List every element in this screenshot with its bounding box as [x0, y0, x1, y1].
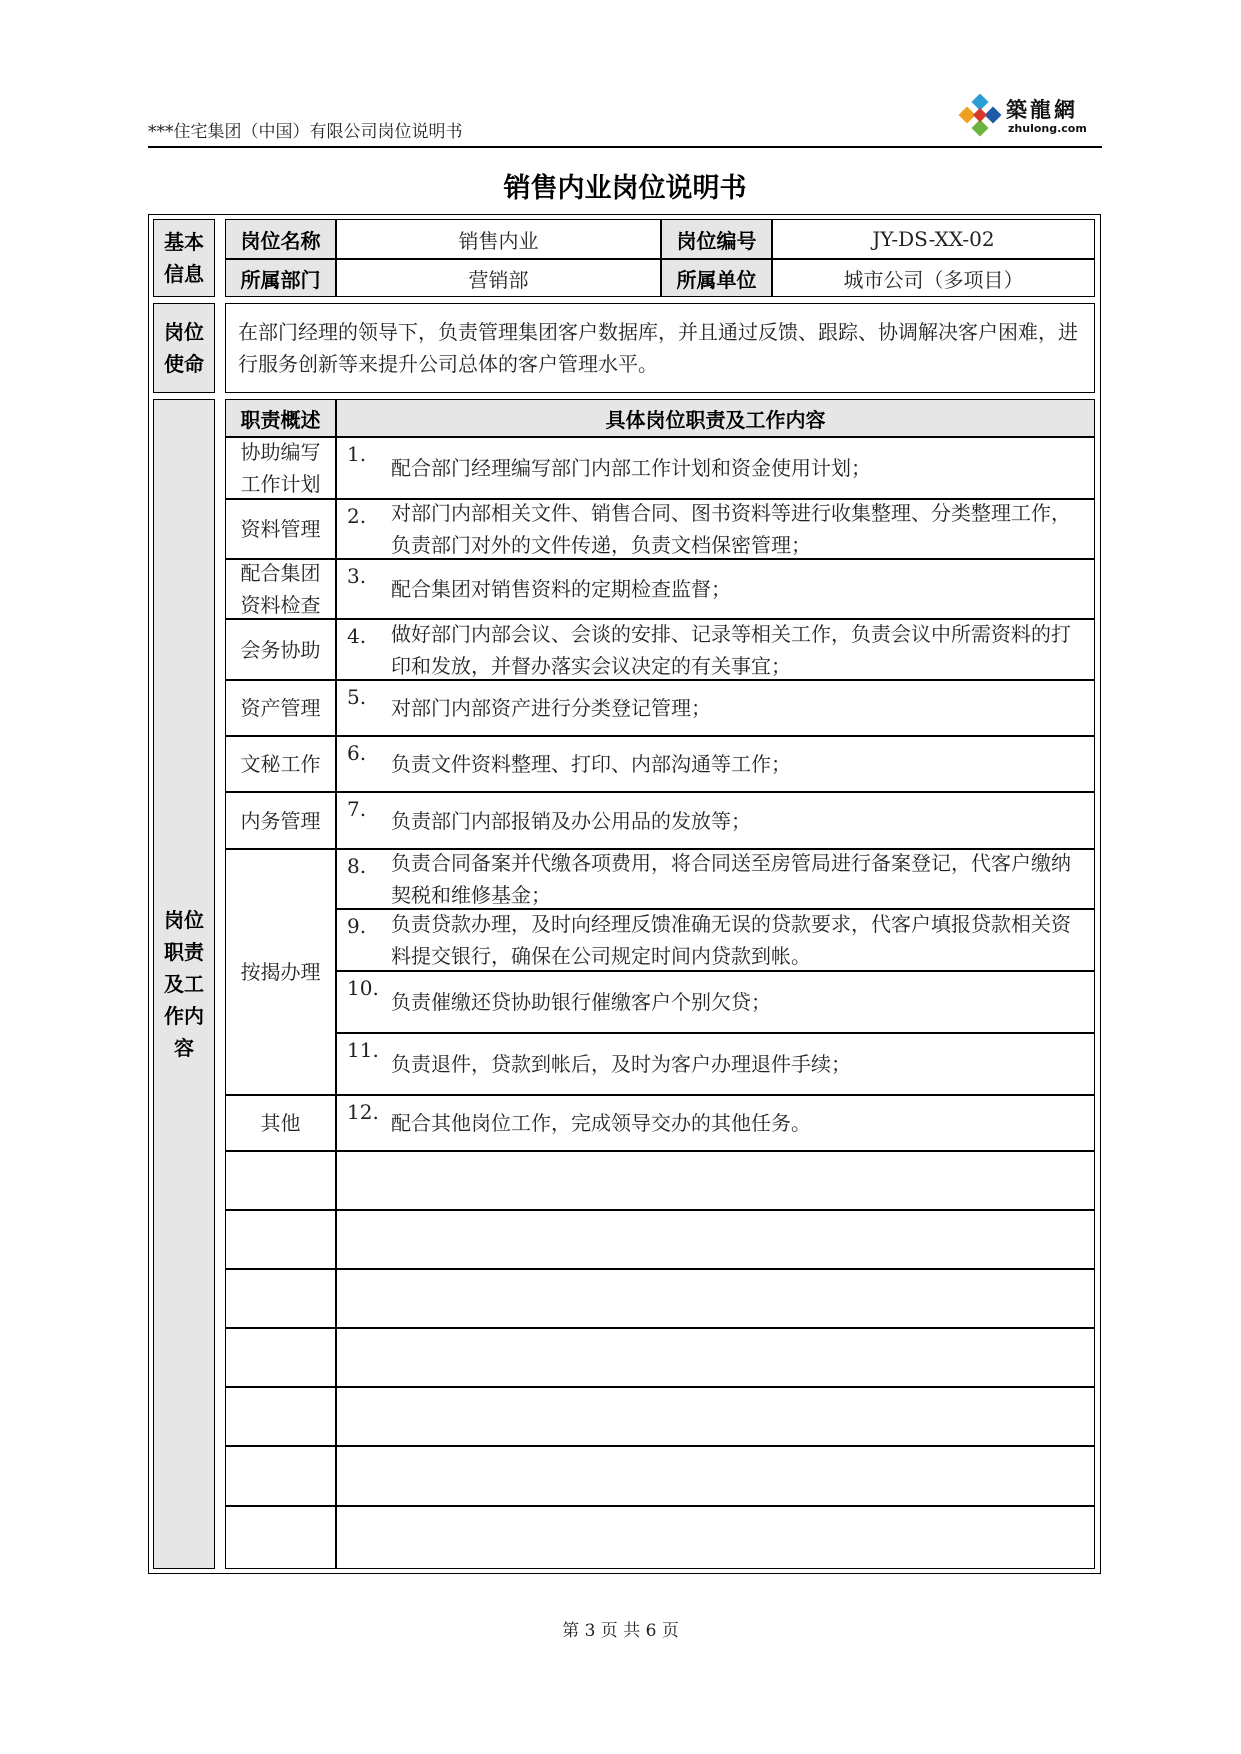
- duty-item: [336, 499, 1095, 559]
- duty-item-text: 做好部门内部会议、会谈的安排、记录等相关工作，负责会议中所需资料的打印和发放，并督办落实会议决定的有关事宜；: [391, 621, 1071, 678]
- empty-content-cell: [336, 1328, 1095, 1387]
- empty-category-cell: [225, 1210, 336, 1269]
- empty-content-cell: [336, 1269, 1095, 1328]
- empty-category-cell: [225, 1151, 336, 1210]
- duty-category-cell: [225, 1095, 336, 1151]
- duty-item-text: 负责合同备案并代缴各项费用，将合同送至房管局进行备案登记，代客户缴纳契税和维修基金；: [391, 851, 1071, 907]
- duty-item-number: 2.: [347, 504, 367, 528]
- duty-item: [336, 1033, 1095, 1095]
- duty-item-number: 5.: [347, 685, 367, 709]
- empty-content-cell: [336, 1151, 1095, 1210]
- mission-label: [153, 303, 215, 393]
- duty-category-text: 按揭办理: [240, 960, 321, 984]
- duty-category-text: 资料管理: [240, 517, 321, 541]
- duty-category-cell: [225, 437, 336, 499]
- duty-item-text: 负责贷款办理，及时向经理反馈准确无误的贷款要求，代客户填报贷款相关资料提交银行，确保在公司规定时间内贷款到帐。: [391, 912, 1071, 968]
- duty-category-text: 协助编写工作计划: [240, 440, 321, 496]
- duty-item: [336, 619, 1095, 680]
- position-name-label: 岗位名称: [225, 219, 336, 259]
- duties-col-category: 职责概述: [225, 399, 336, 437]
- empty-category-cell: [225, 1269, 336, 1328]
- duties-col-content: 具体岗位职责及工作内容: [336, 399, 1095, 437]
- mission-text: 在部门经理的领导下，负责管理集团客户数据库，并且通过反馈、跟踪、协调解决客户困难，进行服务创新等来提升公司总体的客户管理水平。: [225, 303, 1095, 393]
- duty-item: [336, 736, 1095, 792]
- empty-category-cell: [225, 1506, 336, 1569]
- duty-item: [336, 971, 1095, 1033]
- duty-item-text: 对部门内部资产进行分类登记管理；: [391, 696, 711, 720]
- logo-chinese-text: 築龍網: [1006, 98, 1078, 122]
- unit-value: 城市公司（多项目）: [772, 259, 1095, 297]
- duty-category-cell: [225, 499, 336, 559]
- duty-item-number: 8.: [347, 854, 367, 878]
- duty-category-text: 配合集团资料检查: [240, 561, 321, 617]
- duty-item-number: 7.: [347, 797, 367, 821]
- duty-item: [336, 680, 1095, 736]
- department-value: 营销部: [336, 259, 661, 297]
- duties-label: [153, 399, 215, 1569]
- empty-category-cell: [225, 1387, 336, 1446]
- duties-label-text: 岗位职责及工作内容: [164, 908, 204, 1060]
- duty-item-text: 对部门内部相关文件、销售合同、图书资料等进行收集整理、分类整理工作，负责部门对外的文件传递，负责文档保密管理；: [391, 501, 1071, 557]
- unit-label: 所属单位: [661, 259, 772, 297]
- duty-item: [336, 849, 1095, 909]
- duty-item-text: 负责文件资料整理、打印、内部沟通等工作；: [391, 752, 791, 776]
- empty-category-cell: [225, 1328, 336, 1387]
- duty-item-text: 负责催缴还贷协助银行催缴客户个别欠贷；: [391, 990, 771, 1014]
- duty-category-text: 资产管理: [240, 696, 321, 720]
- duty-item-number: 12.: [347, 1100, 379, 1124]
- duty-category-text: 内务管理: [240, 808, 321, 833]
- company-header-text: ***住宅集团（中国）有限公司岗位说明书: [148, 122, 463, 142]
- duty-item: [336, 909, 1095, 971]
- duty-category-cell: [225, 619, 336, 680]
- position-code-value: JY-DS-XX-02: [772, 219, 1095, 259]
- duty-item-text: 配合部门经理编写部门内部工作计划和资金使用计划；: [391, 456, 871, 480]
- basic-info-label-text: 基本信息: [164, 230, 204, 286]
- duty-category-cell: [225, 736, 336, 792]
- duty-category-cell: [225, 792, 336, 849]
- empty-content-cell: [336, 1387, 1095, 1446]
- duty-category-cell: [225, 559, 336, 619]
- basic-info-label: [153, 219, 215, 297]
- department-label: 所属部门: [225, 259, 336, 297]
- empty-content-cell: [336, 1446, 1095, 1506]
- page-header: [148, 84, 1102, 148]
- document-title: 销售内业岗位说明书: [503, 173, 747, 204]
- zhulong-logo-icon: [958, 94, 1002, 138]
- duty-item: [336, 1095, 1095, 1151]
- empty-category-cell: [225, 1446, 336, 1506]
- job-description-table: [148, 214, 1101, 1574]
- page-number: 第 3 页 共 6 页: [562, 1621, 679, 1641]
- duty-item-text: 负责退件，贷款到帐后，及时为客户办理退件手续；: [391, 1052, 851, 1076]
- duty-item-text: 配合其他岗位工作，完成领导交办的其他任务。: [391, 1111, 811, 1135]
- duty-item-number: 10.: [347, 976, 379, 1000]
- empty-content-cell: [336, 1210, 1095, 1269]
- duty-category-text: 其他: [260, 1111, 301, 1135]
- duty-category-text: 文秘工作: [240, 752, 321, 776]
- duty-item-number: 3.: [347, 564, 367, 588]
- duty-item-number: 9.: [347, 914, 367, 938]
- duty-category-cell: [225, 680, 336, 736]
- duty-item-text: 负责部门内部报销及办公用品的发放等；: [391, 808, 751, 833]
- mission-label-text: 岗位使命: [164, 320, 204, 376]
- zhulong-logo: [958, 92, 1098, 140]
- position-code-label: 岗位编号: [661, 219, 772, 259]
- duty-item-text: 配合集团对销售资料的定期检查监督；: [391, 577, 731, 601]
- duty-item-number: 6.: [347, 741, 367, 765]
- duty-category-text: 会务协助: [240, 637, 321, 662]
- duty-category-cell: [225, 849, 336, 1095]
- duty-item-number: 1.: [347, 442, 367, 466]
- duty-item-number: 11.: [347, 1038, 379, 1062]
- duty-item: [336, 437, 1095, 499]
- duty-item-number: 4.: [347, 624, 367, 648]
- logo-english-text: zhulong.com: [1008, 122, 1087, 135]
- position-name-value: 销售内业: [336, 219, 661, 259]
- empty-content-cell: [336, 1506, 1095, 1569]
- duty-item: [336, 792, 1095, 849]
- duty-item: [336, 559, 1095, 619]
